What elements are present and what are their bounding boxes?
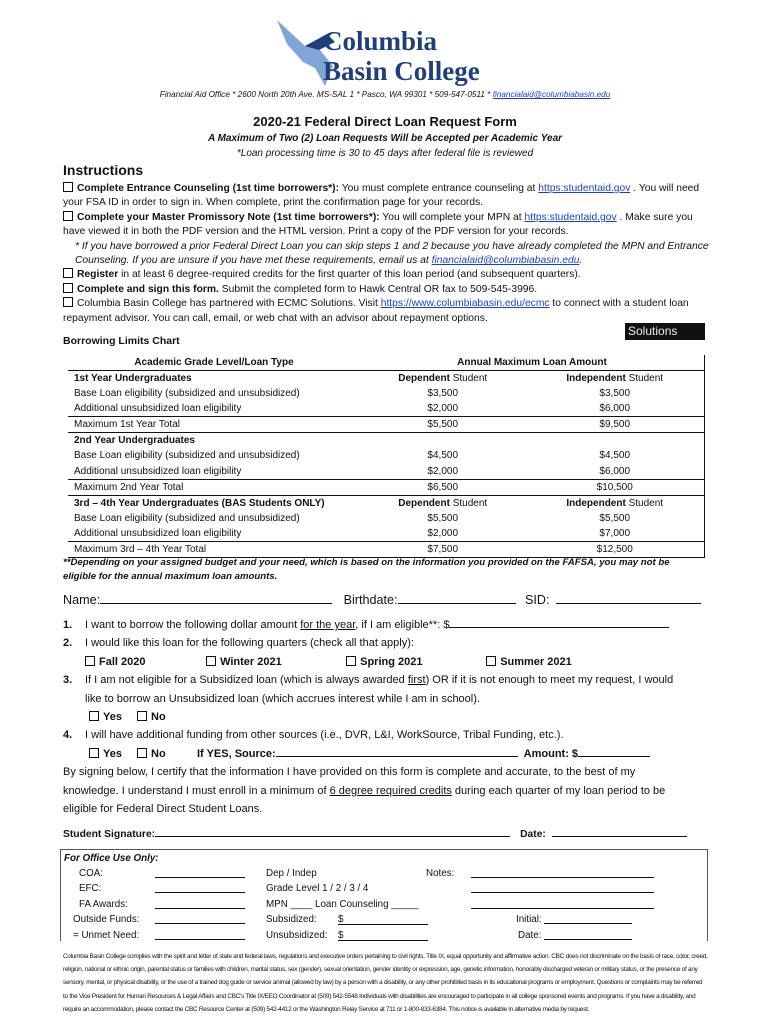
subtitle: *Loan processing time is 30 to 45 days after federal file is reviewed [236, 148, 534, 159]
sid-field[interactable] [556, 592, 701, 604]
office-row [61, 866, 709, 881]
question-number: 3. [63, 674, 73, 687]
loan-questions [63, 616, 713, 845]
notes-field[interactable] [471, 897, 654, 909]
text: ) OR if it is not enough to meet my request, I would [425, 674, 674, 687]
office-field[interactable] [155, 866, 245, 878]
table-row [68, 371, 705, 387]
quarter-label: Spring 2021 [360, 655, 423, 668]
table-row [68, 511, 705, 526]
independent-amount-cell: $6,000 [599, 403, 631, 415]
summer-checkbox[interactable] [486, 656, 496, 666]
initial-label: Initial: [516, 914, 542, 926]
quarter-label: Winter 2021 [220, 655, 282, 668]
text: Columbia Basin College has partnered with ECMC Solutions. Visit [77, 298, 381, 310]
student-type: Dependent [398, 497, 450, 509]
table-row [68, 433, 705, 449]
identity-row [63, 592, 701, 607]
dependent-amount-cell: Dependent Student [398, 373, 488, 384]
loan-type-cell: 2nd Year Undergraduates [74, 435, 195, 447]
text: knowledge. I understand I must enroll in a minimum of [63, 784, 330, 797]
checkbox[interactable] [63, 268, 73, 278]
office-label: COA: [79, 868, 103, 879]
date-label: Date: [520, 829, 546, 841]
text: . Make sure you [616, 211, 693, 223]
dependent-amount-cell: $2,000 [427, 465, 459, 477]
fall-checkbox[interactable] [85, 656, 95, 666]
dependent-amount-cell: $5,500 [427, 512, 459, 524]
option-label: No [151, 747, 166, 760]
loan-type-cell: Base Loan eligibility (subsidized and unsubsidized) [74, 512, 300, 524]
name-label: Name: [63, 593, 101, 607]
loan-type-cell: Base Loan eligibility (subsidized and unsubsidized) [74, 450, 300, 462]
ecmc-logo: Solutions [625, 323, 705, 340]
independent-amount-cell: $4,500 [599, 450, 631, 462]
option-label: No [151, 711, 166, 724]
instructions-list: Complete Entrance Counseling (1st time borrowers*): You must complete entrance counseling at https:studentaid.gov . You will need your FSA ID in order to sign in. When complete, print the confirmation page for your records. Complete your Master Promissory Note (1st time borrowers*): You will complete your MPN at https:studentaid.gov . Make sure you have viewed it in both the PDF version and the HTML version. Print a copy of the PDF version for your records. * If you have borrowed a prior Federal Direct Loan you can skip steps 1 and 2 because you have already completed the MPN and Entrance Counseling. If you are unsure if you have met these requirements, email us at financialaid@columbiabasin.edu. Register in at least 6 degree-required credits for the first quarter of this loan period (and subsequent quarters). Complete and sign this form. Submit the completed form to Hawk Central OR fax to 509-545-3996. Columbia Basin College has partnered with ECMC Solutions. Visit https://www.columbiabasin.edu/ecmc to connect with a student loan repayment advisor. You can call, email, or web chat with an advisor about repayment options. [63, 182, 713, 326]
no-checkbox[interactable] [137, 748, 147, 758]
text: like to borrow an Unsubsidized loan (which accrues interest while I am in school). [85, 692, 480, 705]
loan-type-cell: 3rd – 4th Year Undergraduates (BAS Students ONLY) [74, 497, 325, 509]
signature-field[interactable] [155, 825, 510, 837]
signature-label: Student Signature: [63, 829, 156, 841]
dependent-amount-cell: $6,500 [360, 479, 525, 495]
dependent-amount-cell: $2,000 [427, 403, 459, 415]
office-label: Unsubsidized: [266, 929, 328, 941]
birthdate-label: Birthdate: [343, 593, 398, 607]
table-row [68, 417, 705, 433]
independent-amount-cell: $9,500 [525, 417, 704, 433]
independent-amount-cell: $7,000 [599, 527, 631, 539]
no-checkbox[interactable] [137, 711, 147, 721]
email-link[interactable]: financialaid@columbiabasin.edu [492, 90, 611, 99]
table-row [68, 541, 705, 557]
date-field[interactable] [544, 928, 632, 940]
dependent-amount-cell: $4,500 [427, 450, 459, 462]
office-label: Dep / Indep [266, 868, 317, 879]
spring-checkbox[interactable] [346, 656, 356, 666]
table-row [68, 526, 705, 542]
birthdate-field[interactable] [398, 592, 516, 604]
note: * If you have borrowed a prior Federal Direct Loan you can skip steps 1 and 2 because you have already completed the MPN and Entrance [75, 240, 709, 252]
initial-field[interactable] [544, 912, 632, 924]
loan-amount-field[interactable] [449, 616, 669, 628]
office-label: Outside Funds: [73, 914, 140, 926]
quarter-label: Summer 2021 [500, 655, 572, 668]
dependent-amount-cell: Dependent Student [398, 497, 488, 509]
nondiscrimination-footer: Columbia Basin College complies with the spirit and letter of state and federal laws, regulations and executive orders pertaining to civil rights, Title IX, equal opportunity and affirmative action. CBC does not discriminate on the basis of race, color, creed, religion, national or ethnic origin, parental status or families with children, marital status, sex (gender), sexual orientation, gender identity or expression, age, genetic information, honorably discharged veteran or military status, or the presence of any sensory, mental, or physical disability, or the use of a trained dog guide or service animal (allowed by law) by a person with a disability, or any other prohibited basis in its educational programs or employment. Questions or complaints may be referred to the Vice President for Human Resources & Legal Affairs and CBC's Title IX/EEO Coordinator at (509) 542-5548.Individuals with disabilities are encouraged to participate in all college sponsored events and programs. If you have a disability, and require an accommodation, please contact the CBC Resource Center at (509) 542-4412 or the Washington Relay Service at 711 or 1-800-833-6384. This notice is available in alternative media by request. [63, 953, 708, 1013]
amount-label: Amount: $ [523, 747, 579, 760]
quarter-label: Fall 2020 [99, 655, 146, 668]
dollar-sign: $ [338, 929, 344, 941]
office-label: Subsidized: [266, 914, 317, 926]
student-type: Independent [566, 497, 626, 509]
office-label: MPN ____ Loan Counseling _____ [266, 898, 419, 910]
dependent-amount-cell: $3,500 [427, 388, 459, 400]
loan-type-cell: 1st Year Undergraduates [74, 373, 192, 384]
chart-footnote [63, 556, 670, 584]
office-label: = Unmet Need: [73, 929, 140, 941]
logo-text: Columbia [323, 26, 438, 56]
independent-amount-cell: $6,000 [599, 465, 631, 477]
checkbox[interactable] [63, 283, 73, 293]
address: Financial Aid Office * 2600 North 20th Ave. MS-SAL 1 * Pasco, WA 99301 * 509-547-0511 * [159, 90, 493, 99]
dependent-amount-cell: $2,000 [427, 527, 459, 539]
office-field[interactable] [155, 881, 245, 893]
date-field[interactable] [552, 825, 687, 837]
office-field[interactable] [338, 912, 428, 925]
loan-type-cell: Maximum 3rd – 4th Year Total [68, 541, 360, 557]
office-field[interactable] [155, 912, 245, 924]
office-use-box [60, 849, 708, 941]
dependent-amount-cell [360, 433, 525, 449]
name-field[interactable] [100, 592, 332, 604]
email-link[interactable]: financialaid@columbiabasin.edu [431, 255, 580, 267]
sid-label: SID: [525, 593, 550, 607]
chart-heading: Borrowing Limits Chart [63, 335, 180, 347]
independent-amount-cell: Independent Student [566, 497, 664, 509]
table-row [68, 386, 705, 401]
table-row [68, 495, 705, 511]
page-title: 2020-21 Federal Direct Loan Request Form [253, 114, 517, 129]
footnote: eligible for the annual maximum loan amounts. [63, 571, 278, 582]
yes-checkbox[interactable] [89, 748, 99, 758]
step-label: Complete and sign this form. [77, 283, 219, 295]
office-label: EFC: [79, 883, 102, 895]
table-row [68, 464, 705, 480]
source-field[interactable] [276, 745, 518, 757]
table-row [68, 448, 705, 463]
table-row [68, 479, 705, 495]
notes-label: Notes: [426, 868, 455, 879]
loan-type-cell: Base Loan eligibility (subsidized and unsubsidized) [74, 388, 300, 400]
text: . You will need [630, 183, 700, 194]
text: first [407, 674, 426, 687]
step-label: Complete Entrance Counseling (1st time borrowers*): [77, 183, 340, 194]
text: in at least 6 degree-required credits for the first quarter of this loan period (and subsequent quarters). [118, 269, 581, 281]
office-row [61, 897, 709, 912]
step-label: Complete your Master Promissory Note (1st time borrowers*): [77, 211, 380, 223]
dependent-amount-cell: $7,500 [360, 541, 525, 557]
office-field[interactable] [155, 897, 245, 909]
yes-checkbox[interactable] [89, 711, 99, 721]
independent-amount-cell: $3,500 [599, 388, 631, 400]
text: I will have additional funding from other sources (i.e., DVR, L&I, WorkSource, Tribal Funding, etc.). [85, 729, 564, 742]
text: Submit the completed form to Hawk Central OR fax to 509-545-3996. [218, 283, 538, 295]
text: I want to borrow the following dollar amount [85, 619, 301, 631]
step-label: Register [77, 269, 119, 281]
text: repayment advisor. You can call, email, or web chat with an advisor about repayment options. [63, 312, 488, 324]
loan-type-cell: Additional unsubsidized loan eligibility [74, 527, 242, 539]
question-number: 2. [63, 637, 73, 650]
text: your FSA ID in order to sign in. When complete, print the confirmation page for your records. [63, 197, 484, 209]
office-row [61, 912, 709, 927]
college-logo [275, 16, 500, 88]
text: You must complete entrance counseling at [339, 183, 539, 194]
table-header-row [68, 355, 705, 371]
borrowing-limits-table [68, 355, 705, 558]
notes-field[interactable] [471, 866, 654, 878]
option-label: Yes [103, 747, 122, 760]
certification-text: eligible for Federal Direct Student Loans. [63, 803, 263, 816]
office-heading: For Office Use Only: [64, 853, 159, 864]
text: I would like this loan for the following quarters (check all that apply): [85, 637, 414, 650]
date-label: Date: [518, 929, 542, 941]
column-header: Annual Maximum Loan Amount [360, 355, 705, 371]
loan-type-cell: Additional unsubsidized loan eligibility [74, 403, 242, 415]
source-label: If YES, Source: [197, 747, 276, 760]
loan-type-cell: Additional unsubsidized loan eligibility [74, 465, 242, 477]
text: You will complete your MPN at [379, 211, 525, 223]
text: have viewed it in both the PDF version and the HTML version. Print a copy of the PDF version for your records. [63, 226, 569, 238]
loan-type-cell: Maximum 1st Year Total [68, 417, 360, 433]
dollar-sign: $ [338, 914, 344, 926]
text: If I am not eligible for a Subsidized loan (which is always awarded [85, 674, 408, 687]
studentaid-link[interactable]: https:studentaid.gov [538, 183, 631, 194]
checkbox[interactable] [63, 211, 73, 221]
address-line [0, 90, 770, 99]
independent-amount-cell: $12,500 [525, 541, 704, 557]
text: 6 degree required credits [329, 784, 452, 797]
checkbox[interactable] [63, 182, 73, 192]
office-row [61, 881, 709, 896]
independent-amount-cell: $10,500 [525, 479, 704, 495]
instructions-heading: Instructions [63, 162, 144, 178]
office-label: Grade Level 1 / 2 / 3 / 4 [266, 883, 369, 895]
office-field[interactable] [338, 928, 428, 941]
text: for the year [300, 619, 356, 631]
subtitle: A Maximum of Two (2) Loan Requests Will be Accepted per Academic Year [207, 133, 563, 144]
office-field[interactable] [155, 928, 245, 940]
dependent-amount-cell: $5,500 [360, 417, 525, 433]
independent-amount-cell: Independent Student [566, 373, 664, 384]
option-label: Yes [103, 711, 122, 724]
office-label: FA Awards: [79, 898, 128, 910]
studentaid-link[interactable]: https:studentaid.gov [524, 211, 617, 223]
independent-amount-cell [525, 433, 704, 449]
office-row [61, 928, 709, 943]
text: during each quarter of my loan period to be [451, 784, 666, 797]
note: Counseling. If you are unsure if you have met these requirements, email us at [75, 255, 432, 267]
text: to connect with a student loan [549, 298, 689, 310]
loan-type-cell: Maximum 2nd Year Total [68, 479, 360, 495]
question-number: 4. [63, 729, 73, 742]
student-type: Independent [566, 373, 626, 384]
amount-field[interactable] [578, 745, 650, 757]
checkbox[interactable] [63, 297, 73, 307]
logo-text: Basin College [323, 56, 480, 86]
question-number: 1. [63, 619, 73, 631]
ecmc-link[interactable]: https://www.columbiabasin.edu/ecmc [380, 298, 550, 310]
column-header: Academic Grade Level/Loan Type [68, 355, 360, 371]
footnote: **Depending on your assigned budget and your need, which is based on the information you provided on the FAFSA, you may not be [63, 557, 670, 568]
table-row [68, 401, 705, 417]
notes-field[interactable] [471, 881, 654, 893]
text: , if I am eligible**: $ [355, 619, 450, 631]
student-type: Dependent [398, 373, 450, 384]
independent-amount-cell: $5,500 [599, 512, 631, 524]
winter-checkbox[interactable] [206, 656, 216, 666]
certification-text: By signing below, I certify that the information I have provided on this form is complete and accurate, to the best of my [63, 766, 636, 779]
